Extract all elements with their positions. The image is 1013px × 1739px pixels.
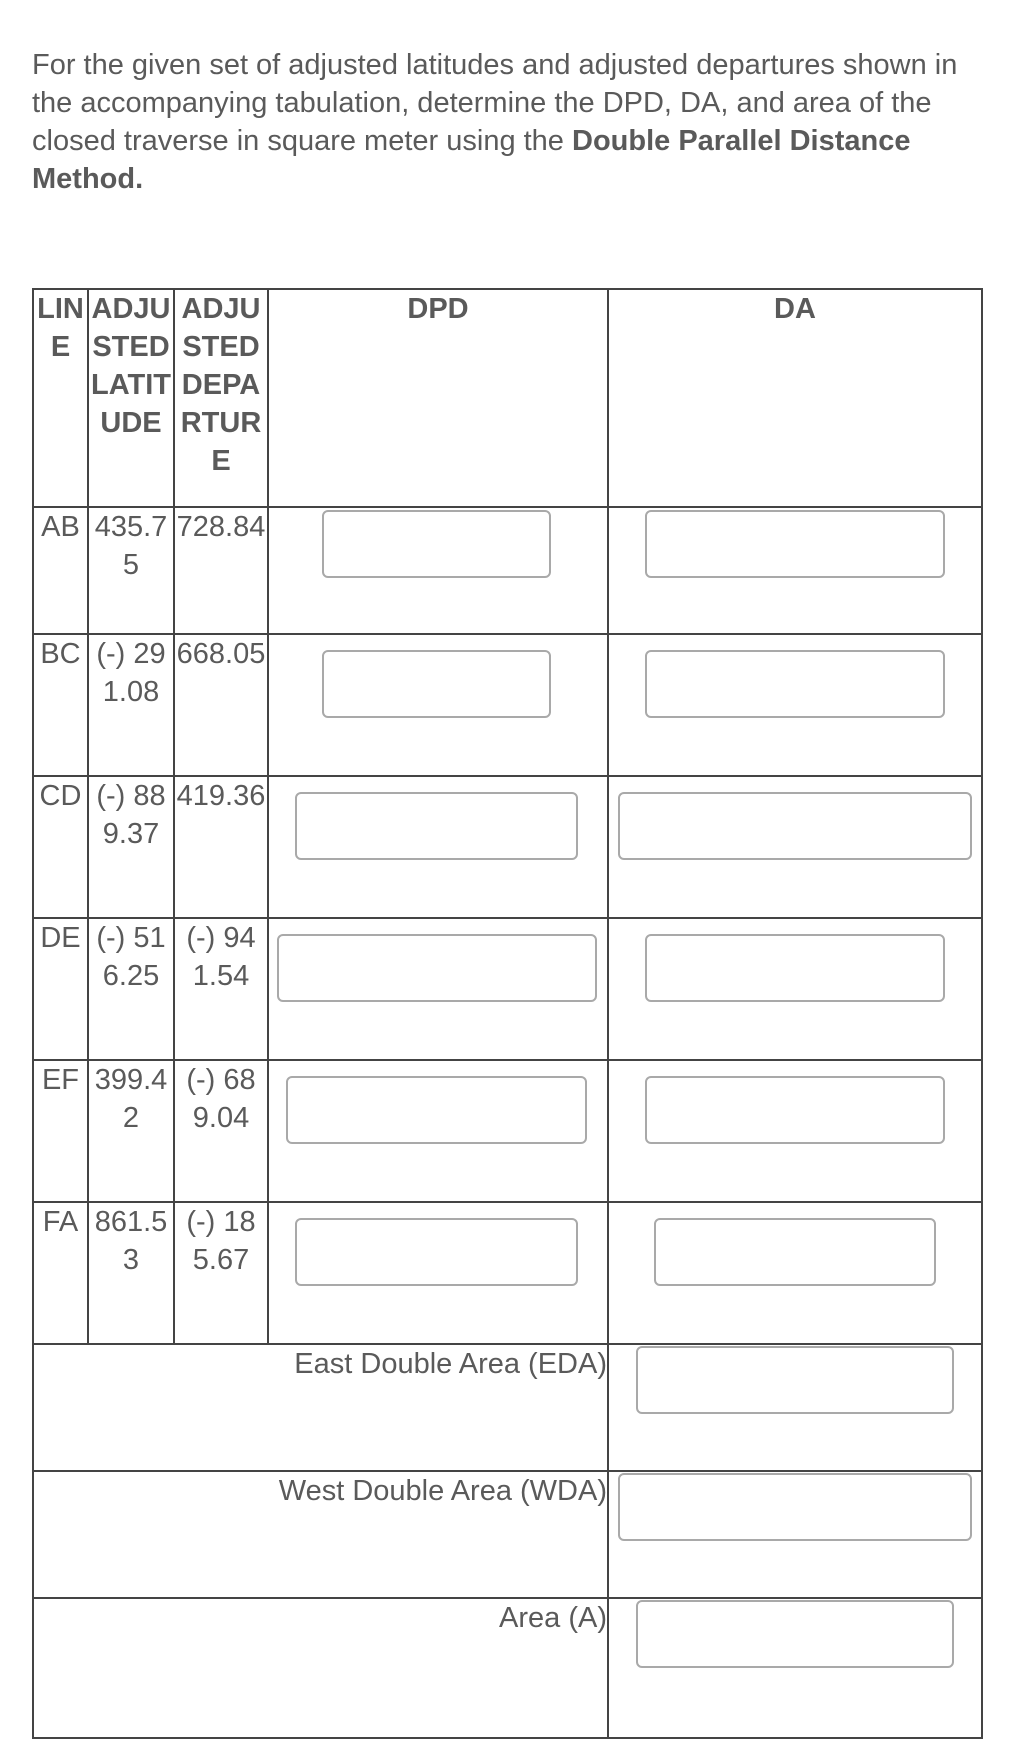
dpd-cell (268, 918, 608, 1060)
dpd-cell (268, 1060, 608, 1202)
dpd-cell (268, 634, 608, 776)
area-input[interactable] (636, 1600, 954, 1668)
area-cell (608, 1598, 982, 1738)
table-row (33, 634, 982, 776)
question-text (32, 46, 982, 198)
line-cell: EF (33, 1060, 88, 1202)
latitude-cell: (-) 516.25 (88, 918, 174, 1060)
da-input-de[interactable] (645, 934, 945, 1002)
departure-cell: 419.36 (174, 776, 268, 918)
latitude-cell: 435.75 (88, 507, 174, 634)
dpd-input-bc[interactable] (322, 650, 551, 718)
line-cell: BC (33, 634, 88, 776)
line-cell: FA (33, 1202, 88, 1344)
eda-row (33, 1344, 982, 1471)
da-cell (608, 634, 982, 776)
traverse-table (32, 288, 983, 1739)
table-row (33, 776, 982, 918)
eda-input[interactable] (636, 1346, 954, 1414)
dpd-input-ab[interactable] (322, 510, 551, 578)
da-input-bc[interactable] (645, 650, 945, 718)
departure-cell: (-) 185.67 (174, 1202, 268, 1344)
table-row (33, 918, 982, 1060)
da-input-fa[interactable] (654, 1218, 936, 1286)
wda-label: West Double Area (WDA) (33, 1471, 608, 1598)
line-cell: DE (33, 918, 88, 1060)
header-line: LINE (33, 289, 88, 507)
eda-label: East Double Area (EDA) (33, 1344, 608, 1471)
latitude-cell: (-) 889.37 (88, 776, 174, 918)
departure-cell: 668.05 (174, 634, 268, 776)
wda-row (33, 1471, 982, 1598)
latitude-cell: 861.53 (88, 1202, 174, 1344)
da-cell (608, 1202, 982, 1344)
wda-input[interactable] (618, 1473, 972, 1541)
area-label: Area (A) (33, 1598, 608, 1738)
header-dpd: DPD (268, 289, 608, 507)
wda-cell (608, 1471, 982, 1598)
header-latitude: ADJUSTED LATITUDE (88, 289, 174, 507)
dpd-input-de[interactable] (277, 934, 597, 1002)
da-input-cd[interactable] (618, 792, 972, 860)
question-body: For the given set of adjusted latitudes and adjusted departures shown in the accompanying tabulation, determine the DPD, DA, and area of the closed traverse in square meter using the (32, 49, 958, 157)
dpd-input-ef[interactable] (286, 1076, 587, 1144)
header-row (33, 289, 982, 507)
da-cell (608, 776, 982, 918)
da-cell (608, 507, 982, 634)
dpd-input-cd[interactable] (295, 792, 578, 860)
dpd-input-fa[interactable] (295, 1218, 578, 1286)
eda-cell (608, 1344, 982, 1471)
header-da: DA (608, 289, 982, 507)
table-row (33, 507, 982, 634)
table-row (33, 1060, 982, 1202)
da-cell (608, 918, 982, 1060)
question-method: Double Parallel Distance Method. (32, 125, 911, 195)
da-input-ab[interactable] (645, 510, 945, 578)
departure-cell: (-) 941.54 (174, 918, 268, 1060)
area-row (33, 1598, 982, 1738)
da-cell (608, 1060, 982, 1202)
line-cell: AB (33, 507, 88, 634)
latitude-cell: 399.42 (88, 1060, 174, 1202)
latitude-cell: (-) 291.08 (88, 634, 174, 776)
header-departure: ADJUSTED DEPARTURE (174, 289, 268, 507)
departure-cell: (-) 689.04 (174, 1060, 268, 1202)
da-input-ef[interactable] (645, 1076, 945, 1144)
dpd-cell (268, 507, 608, 634)
table-row (33, 1202, 982, 1344)
departure-cell: 728.84 (174, 507, 268, 634)
dpd-cell (268, 1202, 608, 1344)
line-cell: CD (33, 776, 88, 918)
dpd-cell (268, 776, 608, 918)
